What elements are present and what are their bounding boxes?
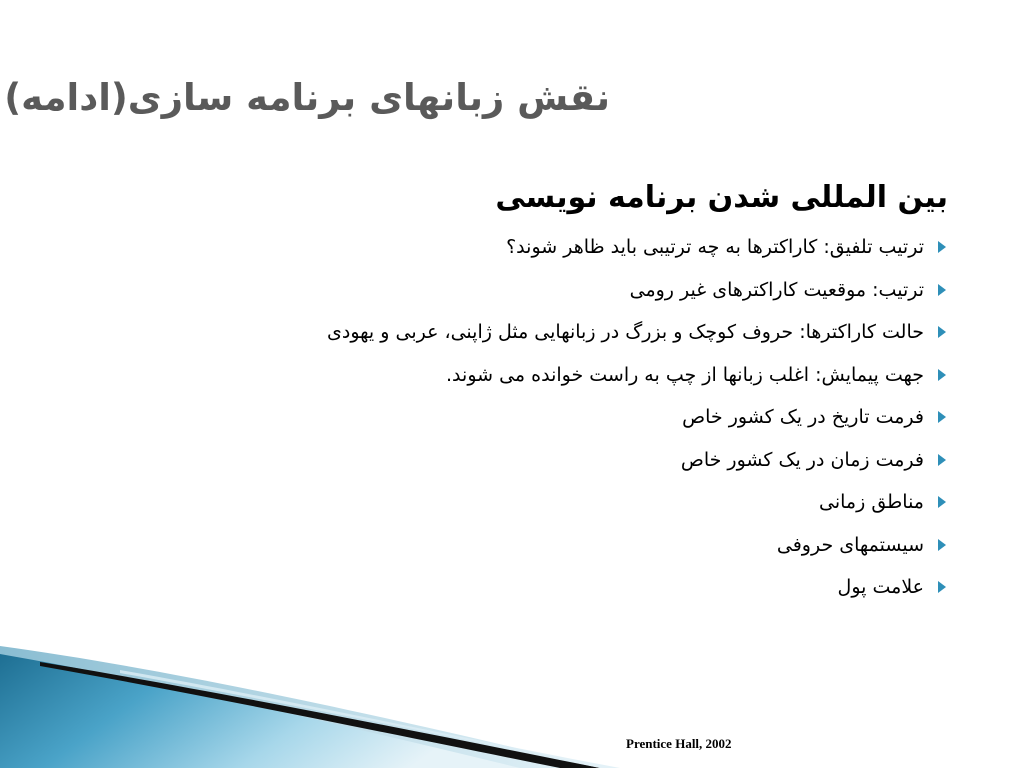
triangle-bullet-icon <box>938 454 946 466</box>
slide-subtitle: بین المللی شدن برنامه نویسی <box>495 180 948 215</box>
footer-credit: Prentice Hall, 2002 <box>626 736 732 751</box>
triangle-bullet-icon <box>938 369 946 381</box>
list-item <box>186 226 946 269</box>
list-item <box>186 566 946 609</box>
bullet-list <box>186 226 946 609</box>
triangle-bullet-icon <box>938 539 946 551</box>
list-item <box>186 354 946 397</box>
bullet-text: ترتیب: موقعیت کاراکترهای غیر رومی <box>629 278 924 301</box>
list-item <box>186 439 946 482</box>
bullet-text: حالت کاراکترها: حروف کوچک و بزرگ در زبانهایی مثل ژاپنی، عربی و یهودی <box>327 321 924 344</box>
triangle-bullet-icon <box>938 411 946 423</box>
list-item <box>186 311 946 354</box>
bullet-text: فرمت زمان در یک کشور خاص <box>680 448 924 471</box>
triangle-bullet-icon <box>938 326 946 338</box>
triangle-bullet-icon <box>938 581 946 593</box>
list-item <box>186 481 946 524</box>
bullet-text: ترتیب تلفیق: کاراکترها به چه ترتیبی باید ظاهر شوند؟ <box>506 236 924 259</box>
triangle-bullet-icon <box>938 496 946 508</box>
triangle-bullet-icon <box>938 284 946 296</box>
triangle-bullet-icon <box>938 241 946 253</box>
list-item <box>186 269 946 312</box>
list-item <box>186 524 946 567</box>
list-item <box>186 396 946 439</box>
slide-title: نقش زبانهای برنامه سازی(ادامه) <box>4 76 610 119</box>
bullet-text: سیستمهای حروفی <box>776 533 924 556</box>
wave-decoration <box>0 640 1024 768</box>
bullet-text: فرمت تاریخ در یک کشور خاص <box>682 406 924 429</box>
bullet-text: علامت پول <box>837 576 924 599</box>
bullet-text: مناطق زمانی <box>819 491 924 514</box>
bullet-text: جهت پیمایش: اغلب زبانها از چپ به راست خوانده می شوند. <box>446 363 924 386</box>
